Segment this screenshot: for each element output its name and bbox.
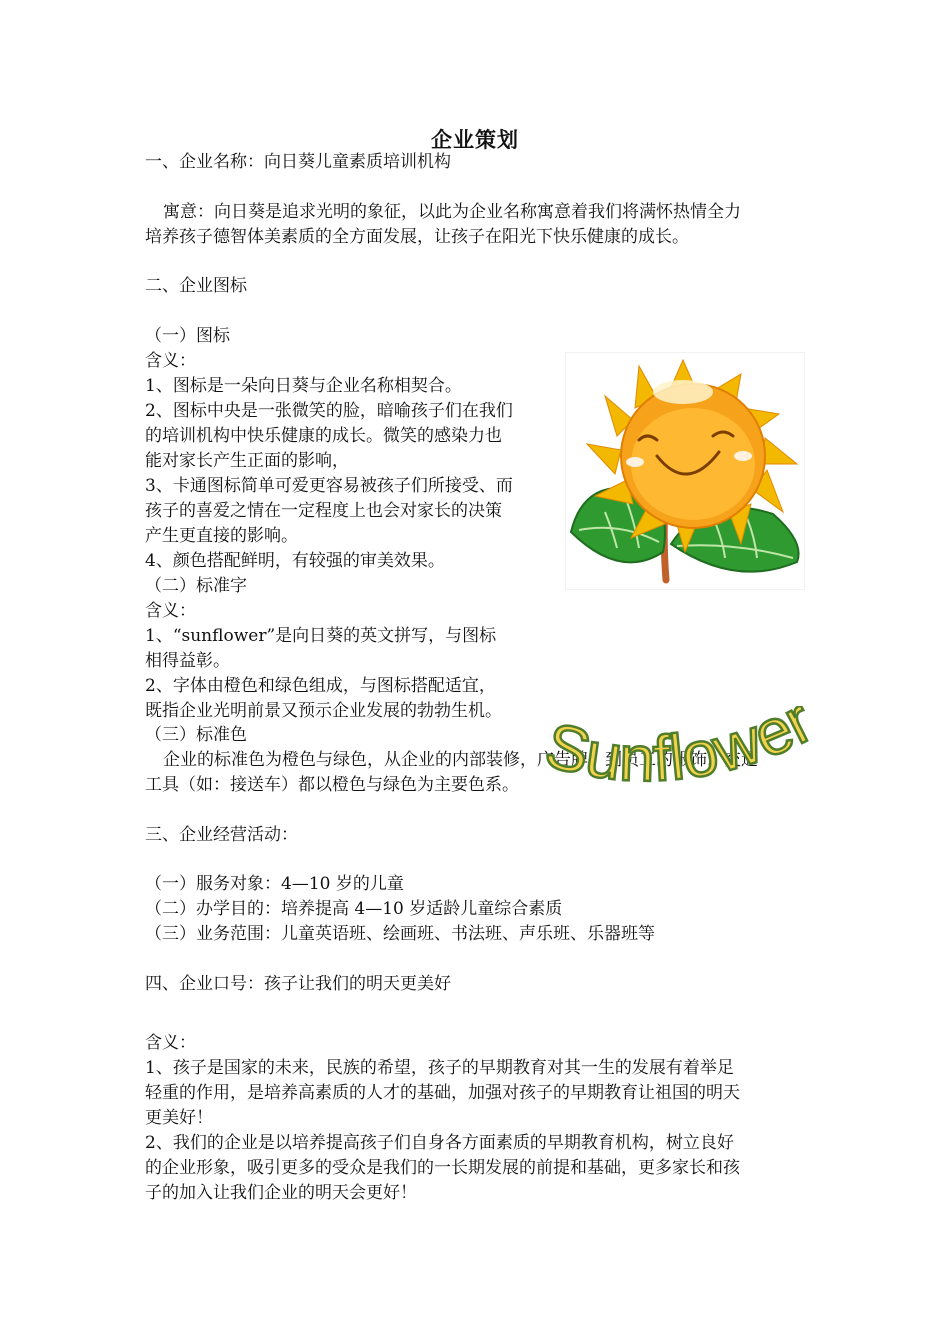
activity-target: （一）服务对象：4—10 岁的儿童 <box>145 874 404 894</box>
logo-meaning-label: 含义： <box>145 351 196 371</box>
logo-point-3c: 产生更直接的影响。 <box>145 526 298 546</box>
section-4-heading: 四、企业口号：孩子让我们的明天更美好 <box>145 974 451 994</box>
logo-point-2a: 2、图标中央是一张微笑的脸，暗喻孩子们在我们 <box>145 401 513 421</box>
meaning-line-2: 培养孩子德智体美素质的全方面发展，让孩子在阳光下快乐健康的成长。 <box>145 227 689 247</box>
section-2-heading: 二、企业图标 <box>145 276 247 296</box>
subsection-color-heading: （三）标准色 <box>145 725 247 745</box>
slogan-point-2c: 子的加入让我们企业的明天会更好！ <box>145 1183 417 1203</box>
activity-purpose: （二）办学目的：培养提高 4—10 岁适龄儿童综合素质 <box>145 899 563 919</box>
logo-point-3a: 3、卡通图标简单可爱更容易被孩子们所接受、而 <box>145 476 513 496</box>
logo-point-2c: 能对家长产生正面的影响， <box>145 451 349 471</box>
sunflower-wordart <box>540 706 820 806</box>
subsection-wordmark-heading: （二）标准字 <box>145 576 247 596</box>
activity-scope: （三）业务范围：儿童英语班、绘画班、书法班、声乐班、乐器班等 <box>145 924 655 944</box>
color-line-2: 工具（如：接送车）都以橙色与绿色为主要色系。 <box>145 775 519 795</box>
document-title: 企业策划 <box>431 127 519 152</box>
color-line-1: 企业的标准色为橙色与绿色，从企业的内部装修，广告牌，到员工的服饰，交通 <box>163 750 758 770</box>
logo-point-2b: 的培训机构中快乐健康的成长。微笑的感染力也 <box>145 426 502 446</box>
slogan-point-2b: 的企业形象，吸引更多的受众是我们的一长期发展的前提和基础，更多家长和孩 <box>145 1158 740 1178</box>
sunflower-logo-icon <box>565 352 805 590</box>
wordmark-point-1b: 相得益彰。 <box>145 651 230 671</box>
section-1-heading: 一、企业名称：向日葵儿童素质培训机构 <box>145 152 451 172</box>
slogan-point-2a: 2、我们的企业是以培养提高孩子们自身各方面素质的早期教育机构，树立良好 <box>145 1133 734 1153</box>
wordart-text: Sunflower <box>540 706 820 796</box>
subsection-logo-heading: （一）图标 <box>145 326 230 346</box>
logo-point-3b: 孩子的喜爱之情在一定程度上也会对家长的决策 <box>145 501 502 521</box>
wordmark-point-2b: 既指企业光明前景又预示企业发展的勃勃生机。 <box>145 701 502 721</box>
slogan-point-1c: 更美好！ <box>145 1108 213 1128</box>
meaning-line-1: 寓意：向日葵是追求光明的象征，以此为企业名称寓意着我们将满怀热情全力 <box>163 202 741 222</box>
section-3-heading: 三、企业经营活动： <box>145 825 298 845</box>
wordmark-point-2a: 2、字体由橙色和绿色组成，与图标搭配适宜， <box>145 676 496 696</box>
slogan-point-1b: 轻重的作用，是培养高素质的人才的基础，加强对孩子的早期教育让祖国的明天 <box>145 1083 740 1103</box>
wordmark-point-1a: 1、“sunflower”是向日葵的英文拼写，与图标 <box>145 626 497 646</box>
logo-point-1: 1、图标是一朵向日葵与企业名称相契合。 <box>145 376 462 396</box>
wordmark-meaning-label: 含义： <box>145 601 196 621</box>
slogan-meaning-label: 含义： <box>145 1033 196 1053</box>
logo-point-4: 4、颜色搭配鲜明，有较强的审美效果。 <box>145 551 445 571</box>
slogan-point-1a: 1、孩子是国家的未来，民族的希望，孩子的早期教育对其一生的发展有着举足 <box>145 1058 734 1078</box>
